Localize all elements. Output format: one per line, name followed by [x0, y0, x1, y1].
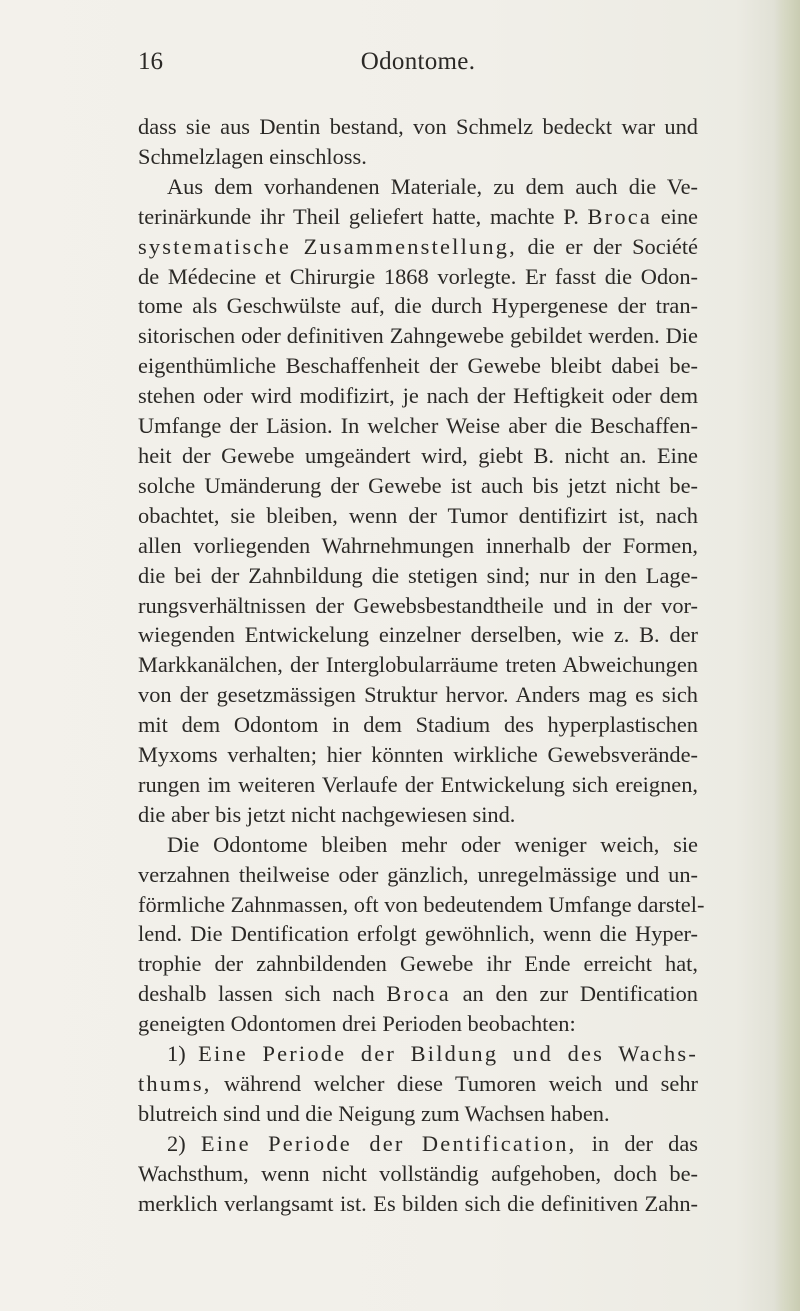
page-number: 16	[138, 48, 163, 75]
text-span: deshalb lassen sich nach	[138, 981, 375, 1007]
text-span: an den zur Dentification	[462, 981, 698, 1007]
body-text	[138, 112, 705, 1219]
text-span: terinärkunde ihr Theil geliefert hatte, machte P.	[138, 203, 579, 229]
text-line: Wachsthum, wenn nicht vollständig aufgehoben, doch be-	[138, 1160, 698, 1186]
text-line	[138, 1039, 698, 1069]
text-line: merklich verlangsamt ist. Es bilden sich die definitiven Zahn-	[138, 1190, 698, 1216]
emphasis-spaced: Eine Periode der Dentification,	[200, 1130, 577, 1156]
text-line: solche Umänderung der Gewebe ist auch bis jetzt nicht be-	[138, 472, 698, 498]
text-line: von der gesetzmässigen Struktur hervor. Anders mag es sich	[138, 682, 698, 708]
text-line: obachtet, sie bleiben, wenn der Tumor dentifizirt ist, nach	[138, 502, 698, 528]
text-line: Umfange der Läsion. In welcher Weise aber die Beschaffen-	[138, 413, 698, 439]
text-line: geneigten Odontomen drei Perioden beobachten:	[138, 1011, 576, 1037]
text-line: rungen im weiteren Verlaufe der Entwickelung sich ereignen,	[138, 771, 698, 797]
text-line: Die Odontome bleiben mehr oder weniger weich, sie	[167, 831, 698, 857]
text-line: stehen oder wird modifizirt, je nach der Heftigkeit oder dem	[138, 383, 698, 409]
running-title: Odontome.	[360, 48, 476, 75]
text-line: trophie der zahnbildenden Gewebe ihr Ende erreicht hat,	[138, 951, 698, 977]
text-span: während welcher diese Tumoren weich und sehr	[224, 1071, 698, 1096]
emphasis-spaced: Eine Periode der Bildung und des Wachs-	[198, 1041, 698, 1067]
text-line: die bei der Zahnbildung die stetigen sind; nur in den Lage-	[138, 562, 698, 588]
text-line: rungsverhältnissen der Gewebsbestandtheile und in der vor-	[138, 592, 698, 618]
text-line: heit der Gewebe umgeändert wird, giebt B. nicht an. Eine	[138, 442, 698, 468]
text-line: de Médecine et Chirurgie 1868 vorlegte. Er fasst die Odon-	[138, 263, 698, 289]
text-span: die er der Société	[527, 233, 698, 259]
text-line: lend. Die Dentification erfolgt gewöhnlich, wenn die Hyper-	[138, 921, 698, 947]
author-name-spaced: Broca	[587, 203, 652, 229]
text-line: eigenthümliche Beschaffenheit der Gewebe bleibt dabei be-	[138, 353, 698, 379]
text-line: verzahnen theilweise oder gänzlich, unregelmässige und un-	[138, 861, 698, 887]
text-span: eine	[660, 203, 698, 229]
text-line: sitorischen oder definitiven Zahngewebe gebildet werden. Die	[138, 323, 698, 349]
list-number: 2)	[167, 1130, 186, 1156]
author-name-spaced: Broca	[386, 981, 451, 1007]
list-number: 1)	[167, 1041, 186, 1067]
text-line: Myxoms verhalten; hier könnten wirkliche Gewebsverände-	[138, 742, 698, 768]
emphasis-spaced: systematische Zusammenstellung,	[138, 233, 517, 259]
text-line: mit dem Odontom in dem Stadium des hyperplastischen	[138, 712, 698, 738]
page-header	[138, 48, 698, 88]
emphasis-spaced: thums,	[138, 1071, 212, 1096]
text-line: Aus dem vorhandenen Materiale, zu dem auch die Ve-	[167, 173, 698, 199]
text-line	[138, 1069, 698, 1099]
text-line: tome als Geschwülste auf, die durch Hypergenese der tran-	[138, 293, 698, 319]
page-edge-shadow	[774, 0, 800, 1311]
text-line: förmliche Zahnmassen, oft von bedeutendem Umfange darstel-	[138, 891, 705, 917]
text-span: in der das	[591, 1130, 698, 1156]
text-line: Markkanälchen, der Interglobularräume treten Abweichungen	[138, 652, 698, 678]
text-line	[138, 232, 698, 262]
text-line: wiegenden Entwickelung einzelner derselben, wie z. B. der	[138, 622, 698, 648]
text-line: Schmelzlagen einschloss.	[138, 143, 367, 169]
text-line: allen vorliegenden Wahrnehmungen innerhalb der Formen,	[138, 532, 698, 558]
text-line	[138, 1129, 698, 1159]
text-line: die aber bis jetzt nicht nachgewiesen sind.	[138, 801, 516, 827]
text-line	[138, 979, 698, 1009]
text-line: blutreich sind und die Neigung zum Wachsen haben.	[138, 1100, 610, 1126]
text-line	[138, 202, 698, 232]
text-line: dass sie aus Dentin bestand, von Schmelz bedeckt war und	[138, 114, 698, 139]
